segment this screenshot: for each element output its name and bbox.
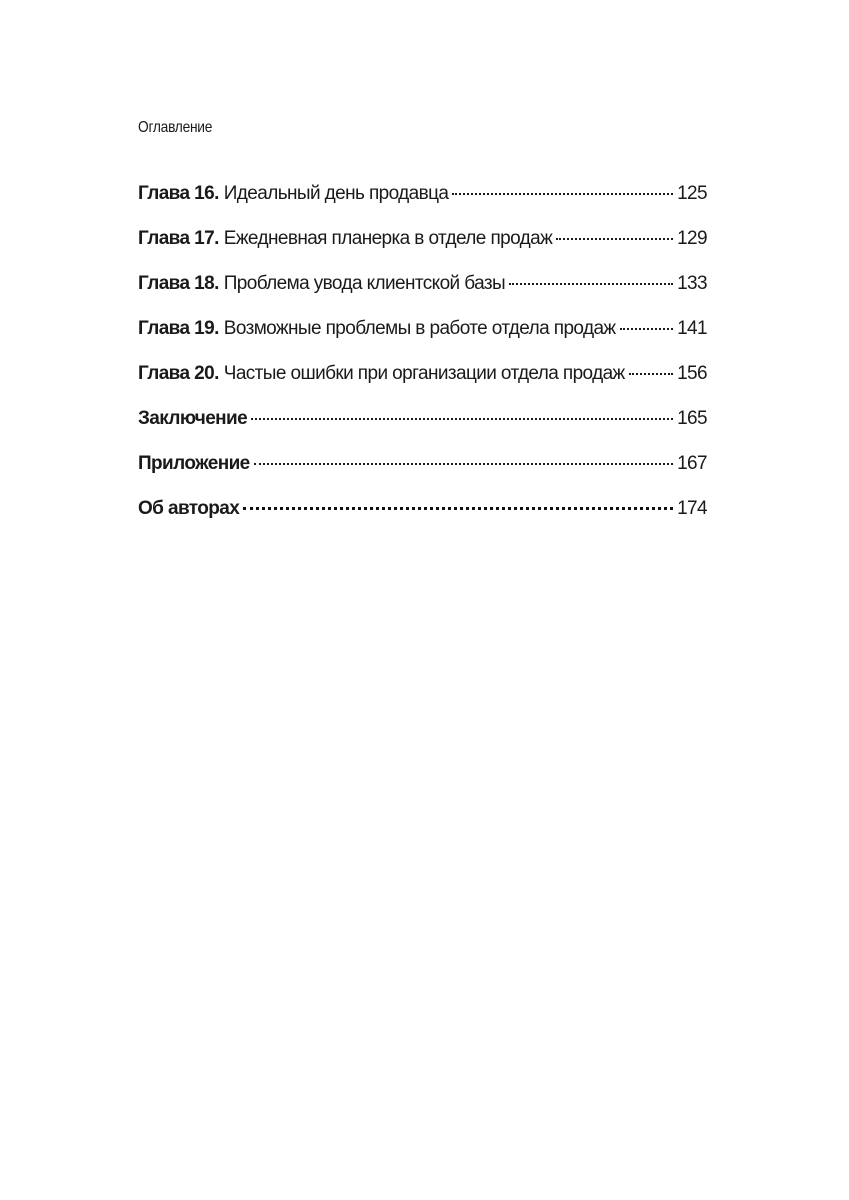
page-number: 167 xyxy=(677,453,707,474)
toc-entry-chapter-16[interactable] xyxy=(138,182,707,227)
page-number: 125 xyxy=(677,183,707,204)
chapter-number: Глава 16. xyxy=(138,183,219,204)
section-title: Об авторах xyxy=(138,498,240,519)
chapter-number: Глава 19. xyxy=(138,318,219,339)
page-number: 174 xyxy=(677,498,707,519)
toc-entry-about-authors[interactable] xyxy=(138,497,707,542)
page-number: 156 xyxy=(677,363,707,384)
toc-entry-title-group xyxy=(138,362,625,386)
chapter-title: Частые ошибки при организации отдела продаж xyxy=(223,363,625,384)
toc-entry-title-group xyxy=(138,407,247,431)
dot-leader xyxy=(254,463,673,465)
toc-entry-chapter-20[interactable] xyxy=(138,362,707,407)
toc-entry-chapter-17[interactable] xyxy=(138,227,707,272)
chapter-number: Глава 17. xyxy=(138,228,219,249)
chapter-title: Ежедневная планерка в отделе продаж xyxy=(223,228,553,249)
dot-leader xyxy=(251,418,673,420)
chapter-title: Проблема увода клиентской базы xyxy=(223,273,506,294)
chapter-number: Глава 20. xyxy=(138,363,219,384)
chapter-title: Возможные проблемы в работе отдела продаж xyxy=(223,318,616,339)
toc-entry-title-group xyxy=(138,272,505,296)
chapter-title: Идеальный день продавца xyxy=(223,183,449,204)
toc-entry-title-group xyxy=(138,497,239,521)
dot-leader xyxy=(509,283,673,285)
toc-entry-conclusion[interactable] xyxy=(138,407,707,452)
page-header: Оглавление xyxy=(138,119,213,136)
toc-entry-title-group xyxy=(138,182,448,206)
page-number: 165 xyxy=(677,408,707,429)
toc-entry-title-group xyxy=(138,452,250,476)
section-title: Приложение xyxy=(138,453,250,474)
toc-entry-chapter-18[interactable] xyxy=(138,272,707,317)
page-number: 141 xyxy=(677,318,707,339)
dot-leader xyxy=(620,328,674,330)
section-title: Заключение xyxy=(138,408,248,429)
dot-leader xyxy=(452,193,673,195)
toc-entry-appendix[interactable] xyxy=(138,452,707,497)
toc-entry-title-group xyxy=(138,317,616,341)
table-of-contents xyxy=(138,182,707,542)
chapter-number: Глава 18. xyxy=(138,273,219,294)
dot-leader xyxy=(629,373,673,375)
toc-entry-title-group xyxy=(138,227,552,251)
page-number: 129 xyxy=(677,228,707,249)
page-number: 133 xyxy=(677,273,707,294)
dot-leader xyxy=(243,507,673,510)
dot-leader xyxy=(556,238,673,240)
toc-entry-chapter-19[interactable] xyxy=(138,317,707,362)
